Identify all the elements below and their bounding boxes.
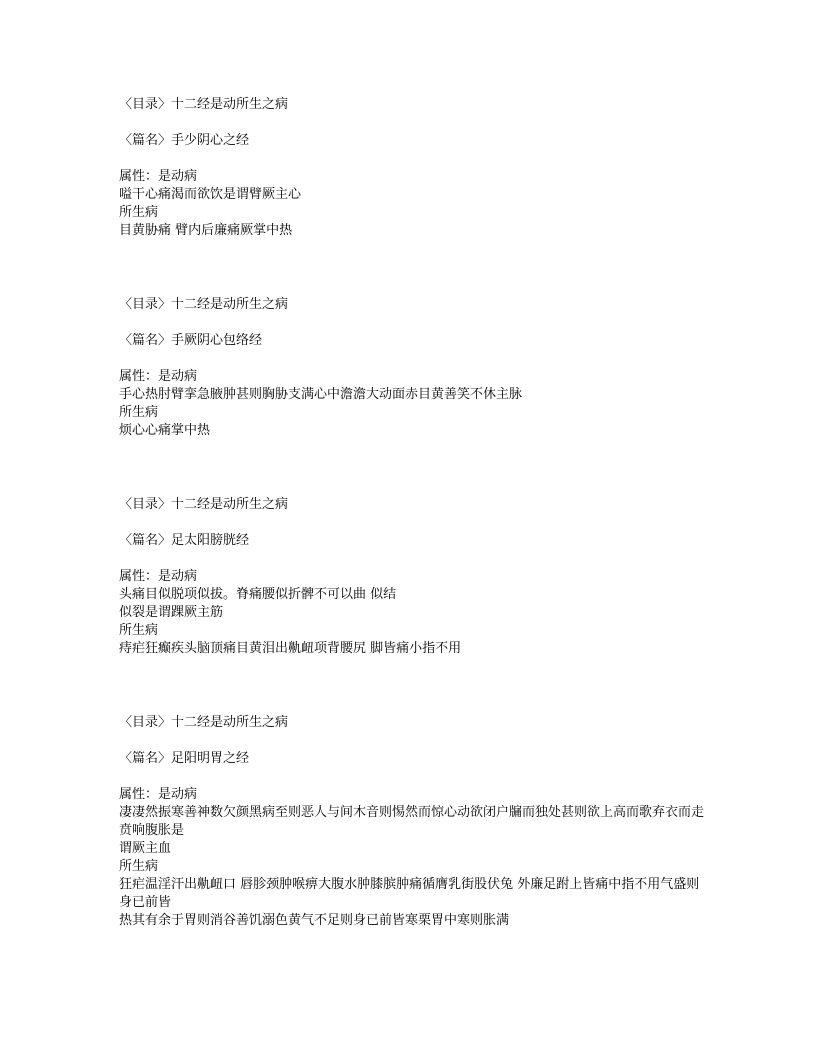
body-line: 所生病 xyxy=(119,859,159,874)
document-page xyxy=(119,96,704,930)
body-line: 烦心心痛掌中热 xyxy=(119,423,211,438)
attribute-line: 属性：是动病 xyxy=(119,787,198,802)
entry-section xyxy=(119,96,704,240)
body-line: 似裂是谓踝厥主筋 xyxy=(119,605,224,620)
body-line: 嗌干心痛渴而欲饮是谓臂厥主心 xyxy=(119,187,302,202)
toc-line: 〈目录〉十二经是动所生之病 xyxy=(119,715,289,730)
attribute-line: 属性：是动病 xyxy=(119,169,198,184)
toc-line: 〈目录〉十二经是动所生之病 xyxy=(119,297,289,312)
toc-line: 〈目录〉十二经是动所生之病 xyxy=(119,497,289,512)
title-line: 〈篇名〉足太阳膀胱经 xyxy=(119,533,250,548)
body-line: 所生病 xyxy=(119,405,159,420)
entry-section xyxy=(119,296,704,440)
attribute-line: 属性：是动病 xyxy=(119,369,198,384)
entry-section xyxy=(119,714,704,930)
body-line: 手心热肘臂挛急腋肿甚则胸胁支满心中澹澹大动面赤目黄善笑不休主脉 xyxy=(119,387,523,402)
body-line: 热其有余于胃则消谷善饥溺色黄气不足则身已前皆寒栗胃中寒则胀满 xyxy=(119,913,510,928)
body-line: 谓厥主血 xyxy=(119,841,172,856)
title-line: 〈篇名〉足阳明胃之经 xyxy=(119,751,250,766)
title-line: 〈篇名〉手少阴心之经 xyxy=(119,133,250,148)
title-line: 〈篇名〉手厥阴心包络经 xyxy=(119,333,263,348)
body-line: 狂疟温淫汗出鼽衄口 唇胗颈肿喉痹大腹水肿膝膑肿痛循膺乳街股伏兔 外廉足跗上皆痛中指不用气盛则身已前皆 xyxy=(119,877,700,910)
attribute-line: 属性：是动病 xyxy=(119,569,198,584)
body-line: 所生病 xyxy=(119,623,159,638)
entry-section xyxy=(119,496,704,658)
body-line: 痔疟狂癫疾头脑顶痛目黄泪出鼽衄项背腰尻 脚皆痛小指不用 xyxy=(119,641,462,656)
toc-line: 〈目录〉十二经是动所生之病 xyxy=(119,97,289,112)
body-line: 目黄胁痛 臂内后廉痛厥掌中热 xyxy=(119,223,293,238)
body-line: 头痛目似脱项似拔。脊痛腰似折髀不可以曲 似结 xyxy=(119,587,397,602)
body-line: 凄凄然振寒善神数欠颜黑病至则恶人与间木音则惕然而惊心动欲闭户牖而独处甚则欲上高而歌弃衣而走贲响腹胀是 xyxy=(119,805,705,838)
body-line: 所生病 xyxy=(119,205,159,220)
